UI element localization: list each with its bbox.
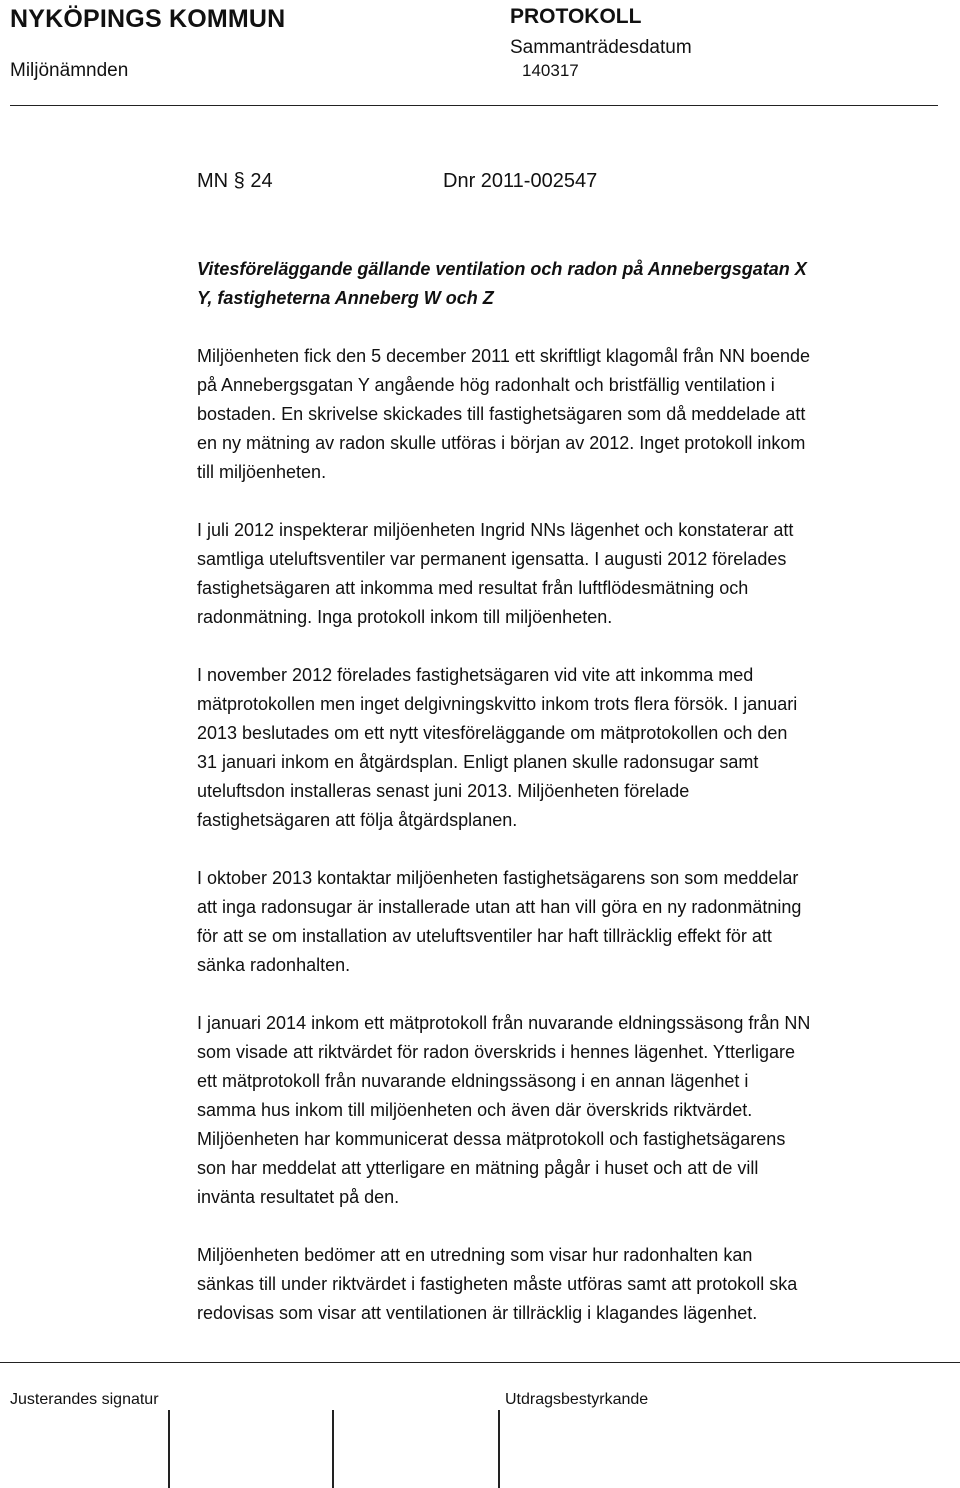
signature-box-divider: [168, 1410, 170, 1488]
signature-box-divider: [332, 1410, 334, 1488]
paragraph-line: redovisas som visar att ventilationen är tillräcklig i klagandes lägenhet.: [197, 1303, 758, 1323]
extract-certification-label: Utdragsbestyrkande: [505, 1391, 649, 1408]
header-divider: [10, 105, 938, 106]
body-paragraph: [197, 516, 927, 632]
paragraph-line: I januari 2014 inkom ett mätprotokoll från nuvarande eldningssäsong från NN: [197, 1013, 811, 1033]
paragraph-line: I juli 2012 inspekterar miljöenheten Ingrid NNs lägenhet och konstaterar att: [197, 520, 794, 540]
paragraph-line: I november 2012 förelades fastighetsägaren vid vite att inkomma med: [197, 665, 754, 685]
paragraph-line: på Annebergsgatan Y angående hög radonhalt och bristfällig ventilation i: [197, 375, 775, 395]
paragraph-line: Miljöenheten fick den 5 december 2011 ett skriftligt klagomål från NN boende: [197, 346, 811, 366]
body-paragraph: [197, 342, 927, 487]
document-body: [197, 255, 927, 1357]
case-paragraph-number: MN § 24: [197, 170, 273, 192]
signature-label: Justerandes signatur: [10, 1391, 159, 1408]
paragraph-line: att inga radonsugar är installerade utan att han vill göra en ny radonmätning: [197, 897, 802, 917]
paragraph-line: son har meddelat att ytterligare en mätning pågår i huset och att de vill: [197, 1158, 759, 1178]
case-registration-number: Dnr 2011-002547: [443, 170, 598, 192]
paragraph-line: uteluftsdon installeras senast juni 2013. Miljöenheten förelade: [197, 781, 690, 801]
signature-box-divider: [498, 1410, 500, 1488]
organization-name: NYKÖPINGS KOMMUN: [10, 5, 286, 33]
body-paragraph: [197, 1241, 927, 1328]
paragraph-line: en ny mätning av radon skulle utföras i början av 2012. Inget protokoll inkom: [197, 433, 806, 453]
committee-name: Miljönämnden: [10, 60, 129, 81]
case-title-line: Vitesföreläggande gällande ventilation och radon på Annebergsgatan X: [197, 259, 807, 279]
paragraph-line: till miljöenheten.: [197, 462, 327, 482]
paragraph-line: I oktober 2013 kontaktar miljöenheten fastighetsägarens son som meddelar: [197, 868, 799, 888]
paragraph-line: 2013 beslutades om ett nytt vitesföreläggande om mätprotokollen och den: [197, 723, 788, 743]
paragraph-line: Miljöenheten bedömer att en utredning som visar hur radonhalten kan: [197, 1245, 753, 1265]
paragraph-line: invänta resultatet på den.: [197, 1187, 400, 1207]
meeting-date-label: Sammanträdesdatum: [510, 37, 692, 58]
paragraph-line: Miljöenheten har kommunicerat dessa mätprotokoll och fastighetsägarens: [197, 1129, 786, 1149]
paragraph-line: mätprotokollen men inget delgivningskvitto inkom trots flera försök. I januari: [197, 694, 798, 714]
case-title: [197, 255, 927, 313]
body-paragraph: [197, 864, 927, 980]
paragraph-line: sänka radonhalten.: [197, 955, 351, 975]
paragraph-line: fastighetsägaren att inkomma med resultat från luftflödesmätning och: [197, 578, 749, 598]
body-paragraph: [197, 661, 927, 835]
paragraph-line: för att se om installation av uteluftsventiler har haft tillräcklig effekt för att: [197, 926, 772, 946]
body-paragraph: [197, 1009, 927, 1212]
paragraph-line: samma hus inkom till miljöenheten och även där överskrids riktvärdet.: [197, 1100, 753, 1120]
paragraph-line: fastighetsägaren att följa åtgärdsplanen.: [197, 810, 518, 830]
document-type: PROTOKOLL: [510, 5, 642, 28]
paragraph-line: bostaden. En skrivelse skickades till fastighetsägaren som då meddelade att: [197, 404, 806, 424]
meeting-date: 140317: [522, 61, 579, 80]
paragraph-line: sänkas till under riktvärdet i fastigheten måste utföras samt att protokoll ska: [197, 1274, 798, 1294]
paragraph-line: samtliga uteluftsventiler var permanent igensatta. I augusti 2012 förelades: [197, 549, 787, 569]
paragraph-line: 31 januari inkom en åtgärdsplan. Enligt planen skulle radonsugar samt: [197, 752, 759, 772]
paragraph-line: radonmätning. Inga protokoll inkom till miljöenheten.: [197, 607, 613, 627]
footer-divider: [0, 1362, 960, 1363]
paragraph-line: ett mätprotokoll från nuvarande eldningssäsong i en annan lägenhet i: [197, 1071, 749, 1091]
paragraph-line: som visade att riktvärdet för radon överskrids i hennes lägenhet. Ytterligare: [197, 1042, 795, 1062]
case-title-line: Y, fastigheterna Anneberg W och Z: [197, 288, 494, 308]
